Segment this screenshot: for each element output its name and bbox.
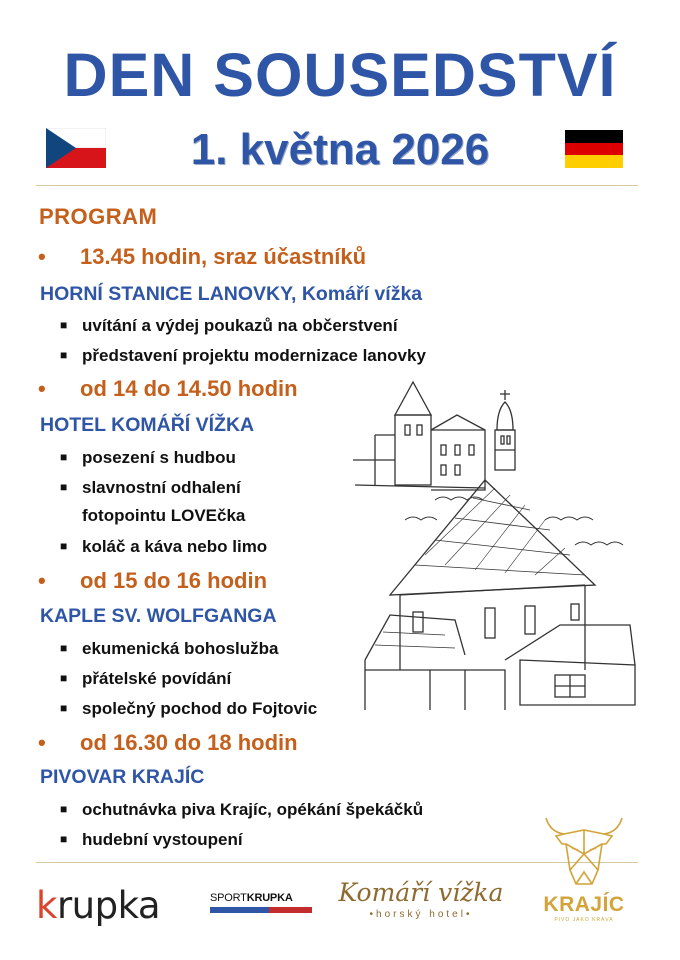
bullet-icon: • — [38, 568, 46, 593]
item-text: posezení s hudbou — [82, 448, 236, 467]
square-bullet-icon: ■ — [60, 348, 68, 362]
location-1 — [40, 281, 422, 307]
krajic-logo — [532, 810, 636, 923]
square-bullet-icon: ■ — [60, 318, 68, 332]
location-name: KAPLE SV. WOLFGANGA — [40, 605, 277, 627]
time-label: 13.45 hodin, sraz účastníků — [80, 244, 367, 269]
divider — [36, 185, 638, 186]
german-flag-icon — [565, 130, 623, 168]
logo-text: SPORT — [210, 892, 247, 904]
time-label: od 14 do 14.50 hodin — [80, 376, 298, 401]
list-item-continued: fotopointu LOVEčka — [82, 506, 246, 525]
list-item — [60, 667, 231, 690]
location-name: HORNÍ STANICE LANOVKY, — [40, 283, 297, 305]
location-name: HOTEL KOMÁŘÍ VÍŽKA — [40, 414, 255, 436]
list-item — [60, 828, 243, 851]
time-slot-4 — [38, 729, 298, 757]
list-item — [60, 798, 423, 821]
location-4 — [40, 764, 204, 790]
event-date: 1. května 2026 — [190, 125, 490, 174]
chapel-drawing — [345, 370, 645, 740]
logo-text: KRAJÍC — [543, 893, 625, 916]
square-bullet-icon: ■ — [60, 671, 68, 685]
bullet-icon: • — [38, 244, 46, 269]
square-bullet-icon: ■ — [60, 832, 68, 846]
sport-krupka-logo — [210, 892, 312, 918]
item-text: koláč a káva nebo limo — [82, 537, 268, 556]
item-text: ochutnávka piva Krajíc, opékání špekáčků — [82, 800, 424, 819]
location-3 — [40, 603, 277, 629]
item-text: společný pochod do Fojtovic — [82, 699, 318, 718]
time-slot-1 — [38, 243, 366, 271]
list-item — [60, 314, 398, 337]
square-bullet-icon: ■ — [60, 641, 68, 655]
bullet-icon: • — [38, 376, 46, 401]
list-item — [60, 446, 236, 469]
logo-text: rupka — [56, 884, 161, 927]
square-bullet-icon: ■ — [60, 480, 68, 494]
bull-head-icon — [538, 810, 630, 892]
logo-k: k — [36, 884, 57, 927]
time-slot-3 — [38, 567, 267, 595]
sport-krupka-text — [210, 892, 312, 904]
logo-text: KRUPKA — [246, 892, 293, 904]
square-bullet-icon: ■ — [60, 802, 68, 816]
location-detail: Komáří vížka — [296, 283, 423, 305]
time-label: od 16.30 do 18 hodin — [80, 730, 298, 755]
item-text: představení projektu modernizace lanovky — [82, 346, 426, 365]
komari-vizka-logo — [332, 878, 510, 920]
location-2 — [40, 412, 254, 438]
list-item — [60, 697, 317, 720]
page-title: DEN SOUSEDSTVÍ — [63, 41, 617, 109]
location-name: PIVOVAR KRAJÍC — [40, 766, 205, 788]
logo-subtext: PIVO JAKO KRÁVA — [554, 917, 614, 923]
item-text: přátelské povídání — [82, 669, 232, 688]
logo-subtext: •horský hotel• — [369, 909, 473, 920]
list-item — [60, 535, 267, 558]
time-slot-2 — [38, 375, 298, 403]
logo-text: Komáří vížka — [338, 878, 504, 907]
item-text: slavnostní odhalení — [82, 478, 241, 497]
item-text: ekumenická bohoslužba — [82, 639, 279, 658]
item-text: hudební vystoupení — [82, 830, 243, 849]
list-item — [60, 476, 241, 499]
square-bullet-icon: ■ — [60, 450, 68, 464]
list-item — [60, 344, 426, 367]
square-bullet-icon: ■ — [60, 701, 68, 715]
krupka-logo — [36, 884, 160, 927]
square-bullet-icon: ■ — [60, 539, 68, 553]
time-label: od 15 do 16 hodin — [80, 568, 268, 593]
list-item — [60, 637, 279, 660]
bullet-icon: • — [38, 730, 46, 755]
logo-bar — [210, 907, 312, 913]
program-heading: PROGRAM — [39, 204, 158, 229]
item-text: uvítání a výdej poukazů na občerstvení — [82, 316, 398, 335]
